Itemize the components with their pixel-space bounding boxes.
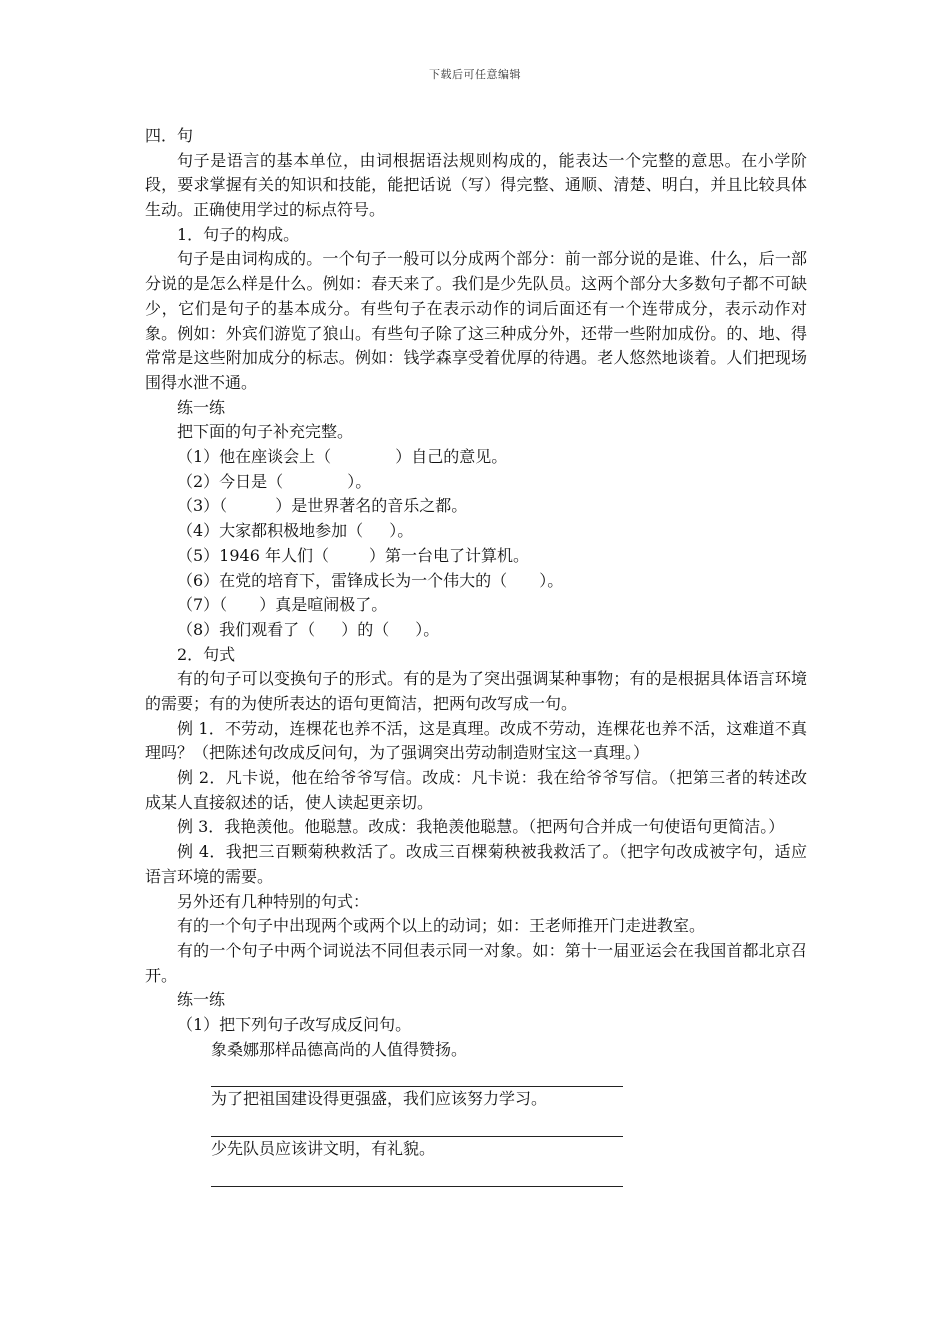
fill-item-text: ）是世界著名的音乐之都。 <box>275 496 468 516</box>
fill-item-text: ）自己的意见。 <box>395 447 508 467</box>
fill-item-3 <box>145 494 807 519</box>
fill-item-text: （8）我们观看了（ <box>177 619 316 639</box>
fill-item-text: ）。 <box>539 570 564 590</box>
fill-item-1 <box>145 445 807 470</box>
fill-item-text: （7）（ <box>177 595 228 615</box>
special-intro: 另外还有几种特别的句式： <box>177 891 370 911</box>
practice-instruction: 把下面的句子补充完整。 <box>177 422 354 442</box>
part1-title: 1．句子的构成。 <box>177 224 300 244</box>
example-3: 例 3．我艳羡他。他聪慧。改成：我艳羡他聪慧。（把两句合并成一句使语句更简洁。） <box>177 817 785 837</box>
fill-item-7 <box>145 593 807 618</box>
intro-paragraph: 句子是语言的基本单位，由词根据语法规则构成的，能表达一个完整的意思。在小学阶段，要求掌握有关的知识和技能，能把话说（写）得完整、通顺、清楚、明白，并且比较具体生动。正确使用学过的标点符号。 <box>145 150 807 220</box>
exercise-sentence-3: 少先队员应该讲文明，有礼貌。 <box>211 1139 436 1159</box>
answer-line[interactable] <box>211 1112 623 1137</box>
exercise-sentence-2: 为了把祖国建设得更强盛，我们应该努力学习。 <box>211 1089 548 1109</box>
fill-item-5 <box>145 544 807 569</box>
fill-item-text: ）真是喧闹极了。 <box>259 595 388 615</box>
fill-item-text: （1）他在座谈会上（ <box>177 447 332 467</box>
fill-item-text: ）。 <box>347 471 372 491</box>
fill-item-4 <box>145 519 807 544</box>
part2-title: 2．句式 <box>177 644 236 664</box>
exercise-title: （1）把下列句子改写成反问句。 <box>177 1015 412 1035</box>
example-4: 例 4．我把三百颗菊秧救活了。改成三百棵菊秧被我救活了。（把字句改成被字句，适应语言环境的需要。 <box>145 842 807 886</box>
document-body <box>145 124 807 1187</box>
example-1: 例 1．不劳动，连棵花也养不活，这是真理。改成不劳动，连棵花也养不活，这难道不真理吗？（把陈述句改成反问句，为了强调突出劳动制造财宝这一真理。） <box>145 718 807 763</box>
fill-item-text: （6）在党的培育下，雷锋成长为一个伟大的（ <box>177 570 508 590</box>
special-form-2: 有的一个句子中两个词说法不同但表示同一对象。如：第十一届亚运会在我国首都北京召开。 <box>145 940 807 985</box>
practice-title-2: 练一练 <box>177 990 226 1010</box>
practice-title: 练一练 <box>177 397 226 417</box>
fill-item-text: ）。 <box>389 521 414 541</box>
answer-line[interactable] <box>211 1162 623 1187</box>
fill-item-text: （3）（ <box>177 496 228 516</box>
section-title: 四．句 <box>145 126 194 145</box>
answer-line[interactable] <box>211 1062 623 1087</box>
part2-intro: 有的句子可以变换句子的形式。有的是为了突出强调某种事物；有的是根据具体语言环境的需要；有的为使所表达的语句更简洁，把两句改写成一句。 <box>145 669 807 713</box>
part1-body: 句子是由词构成的。一个句子一般可以分成两个部分：前一部分说的是谁、什么，后一部分说的是怎么样是什么。例如：春天来了。我们是少先队员。这两个部分大多数句子都不可缺少，它们是句子的基本成分。有些句子在表示动作的词后面还有一个连带成分，表示动作对象。例如：外宾们游览了狼山。有些句子除了这三种成分外，还带一些附加成份。的、地、得常常是这些附加成分的标志。例如：钱学森享受着优厚的待遇。老人悠然地谈着。人们把现场围得水泄不通。 <box>145 249 807 392</box>
fill-item-2 <box>145 470 807 495</box>
exercise-sentence-1: 象桑娜那样品德高尚的人值得赞扬。 <box>211 1039 468 1059</box>
fill-item-text: （4）大家都积极地参加（ <box>177 521 364 541</box>
page-header: 下载后可任意编辑 <box>429 68 521 81</box>
fill-item-text: ）。 <box>415 619 440 639</box>
fill-item-text: （5）1946 年人们（ <box>177 545 329 565</box>
fill-item-8 <box>145 618 807 643</box>
fill-item-text: ）的（ <box>341 619 390 639</box>
fill-item-text: ）第一台电了计算机。 <box>369 545 530 565</box>
special-form-1: 有的一个句子中出现两个或两个以上的动词；如：王老师推开门走进教室。 <box>177 916 706 936</box>
example-2: 例 2．凡卡说，他在给爷爷写信。改成：凡卡说：我在给爷爷写信。（把第三者的转述改成某人直接叙述的话，使人读起更亲切。 <box>145 768 807 812</box>
fill-item-text: （2）今日是（ <box>177 471 284 491</box>
fill-item-6 <box>145 569 807 594</box>
